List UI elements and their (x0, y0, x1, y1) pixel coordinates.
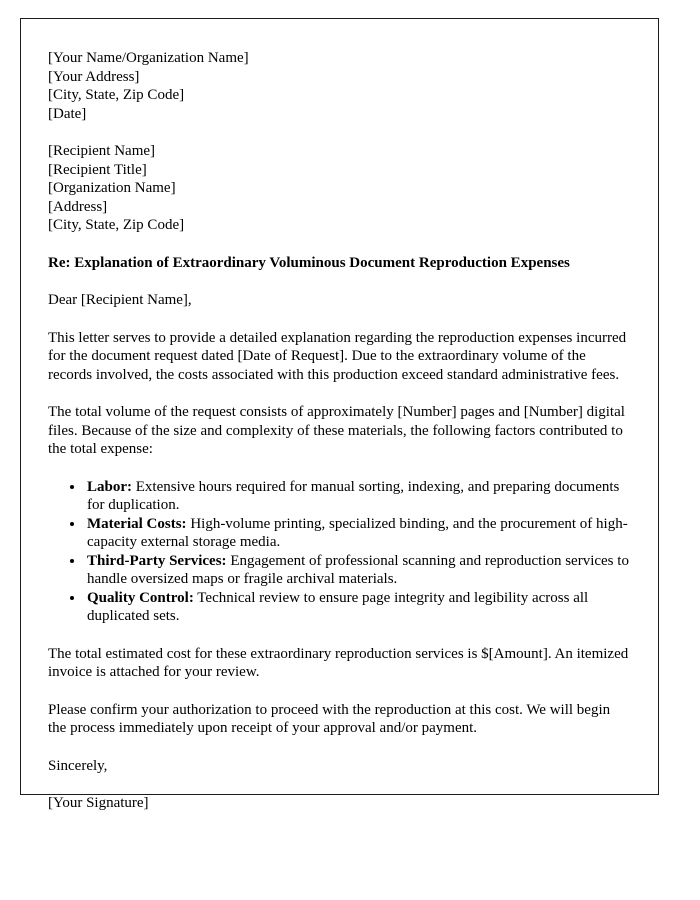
letter-date-line: [Date] (48, 105, 87, 122)
sender-address-block (48, 49, 631, 123)
bullet-text: High-volume printing, specialized binding, and the procurement of high-capacity external storage media. (87, 515, 628, 550)
bullet-label: Material Costs: (87, 515, 187, 532)
recipient-city-line: [City, State, Zip Code] (48, 217, 185, 233)
signature-placeholder: [Your Signature] (48, 795, 149, 811)
bullet-label: Quality Control: (87, 589, 194, 606)
paragraph-authorization: Please confirm your authorization to proceed with the reproduction at this cost. We will begin the process immediately upon receipt of your approval and/or payment. (48, 701, 611, 736)
subject-line: Re: Explanation of Extraordinary Voluminous Document Reproduction Expenses (48, 254, 570, 271)
bullet-text: Extensive hours required for manual sorting, indexing, and preparing documents for duplication. (87, 478, 620, 513)
list-item-material-costs (85, 515, 631, 552)
paragraph-intro: This letter serves to provide a detailed explanation regarding the reproduction expenses incurred for the document request dated [Date of Request]. Due to the extraordinary volume of the records involved, the costs associated with this production exceed standard administrative fees. (48, 329, 627, 383)
bullet-text: Engagement of professional scanning and reproduction services to handle oversized maps or fragile archival materials. (87, 552, 629, 587)
paragraph-volume: The total volume of the request consists of approximately [Number] pages and [Number] digital files. Because of the size and complexity of these materials, the following factors contributed to the total expense: (48, 404, 625, 457)
list-item-labor (85, 478, 631, 515)
paragraph-cost: The total estimated cost for these extraordinary reproduction services is $[Amount]. An itemized invoice is attached for your review. (48, 645, 629, 680)
closing: Sincerely, (48, 757, 108, 774)
recipient-organization-line: [Organization Name] (48, 180, 176, 196)
list-item-quality-control (85, 589, 631, 626)
bullet-label: Labor: (87, 478, 132, 495)
recipient-address-block (48, 142, 631, 235)
bullet-label: Third-Party Services: (87, 552, 227, 569)
sender-city-line: [City, State, Zip Code] (48, 87, 185, 103)
expense-factors-list (48, 478, 631, 626)
sender-address-line: [Your Address] (48, 68, 140, 85)
list-item-third-party-services (85, 552, 631, 589)
recipient-title-line: [Recipient Title] (48, 161, 147, 178)
recipient-name-line: [Recipient Name] (48, 143, 156, 159)
bullet-text: Technical review to ensure page integrity and legibility across all duplicated sets. (87, 589, 589, 624)
salutation: Dear [Recipient Name], (48, 292, 192, 308)
letter-page (20, 18, 659, 811)
sender-name-line: [Your Name/Organization Name] (48, 50, 249, 66)
recipient-address-line: [Address] (48, 198, 108, 215)
